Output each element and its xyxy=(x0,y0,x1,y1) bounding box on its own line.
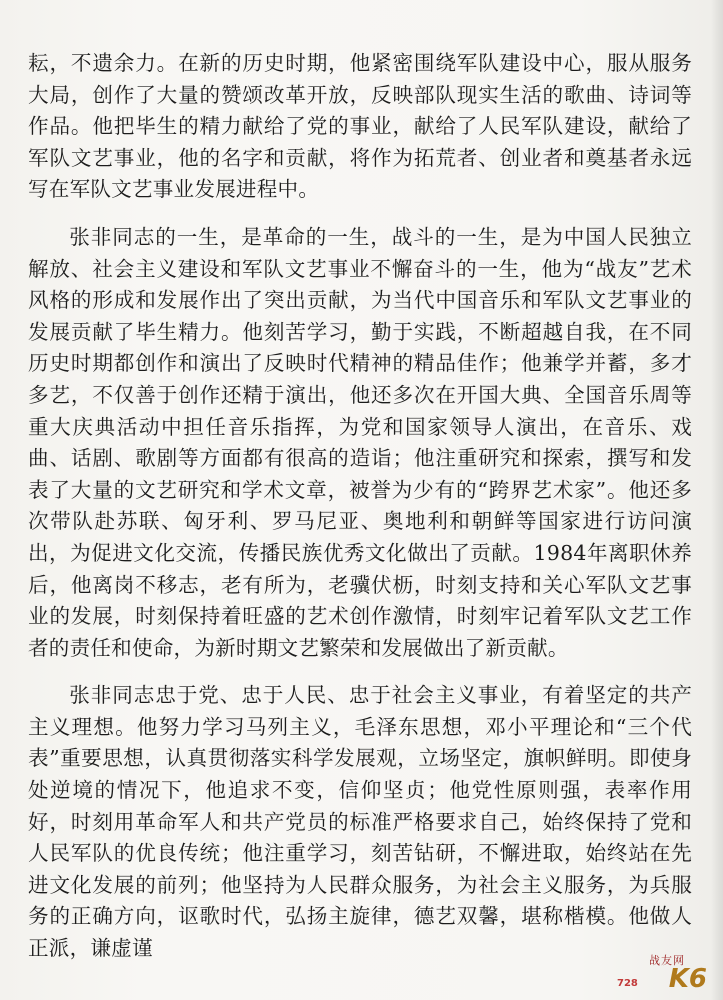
watermark-site-name: 战友网 xyxy=(649,954,685,967)
body-text xyxy=(28,48,692,965)
page-edge-shadow xyxy=(711,0,723,1000)
paragraph-1: 耘，不遗余力。在新的历史时期，他紧密围绕军队建设中心，服从服务大局，创作了大量的赞颂改革开放，反映部队现实生活的歌曲、诗词等作品。他把毕生的精力献给了党的事业，献给了人民军队建设，献给了军队文艺事业，他的名字和贡献，将作为拓荒者、创业者和奠基者永远写在军队文艺事业发展进程中。 xyxy=(28,51,692,202)
watermark-logo: K6 xyxy=(668,964,707,994)
watermark-logo-sub: 728 xyxy=(617,978,638,989)
paragraph-3: 张非同志忠于党、忠于人民、忠于社会主义事业，有着坚定的共产主义理想。他努力学习马列主义，毛泽东思想，邓小平理论和“三个代表”重要思想，认真贯彻落实科学发展观，立场坚定，旗帜鲜明。即使身处逆境的情况下，他追求不变，信仰坚贞；他党性原则强，表率作用好，时刻用革命军人和共产党员的标准严格要求自己，始终保持了党和人民军队的优良传统；他注重学习，刻苦钻研，不懈进取，始终站在先进文化发展的前列；他坚持为人民群众服务，为社会主义服务，为兵服务的正确方向，讴歌时代，弘扬主旋律，德艺双馨，堪称楷模。他做人正派，谦虚谨 xyxy=(28,683,692,961)
paragraph-2: 张非同志的一生，是革命的一生，战斗的一生，是为中国人民独立解放、社会主义建设和军队文艺事业不懈奋斗的一生，他为“战友”艺术风格的形成和发展作出了突出贡献，为当代中国音乐和军队文艺事业的发展贡献了毕生精力。他刻苦学习，勤于实践，不断超越自我，在不同历史时期都创作和演出了反映时代精神的精品佳作；他兼学并蓄，多才多艺，不仅善于创作还精于演出，他还多次在开国大典、全国音乐周等重大庆典活动中担任音乐指挥，为党和国家领导人演出，在音乐、戏曲、话剧、歌剧等方面都有很高的造诣；他注重研究和探索，撰写和发表了大量的文艺研究和学术文章，被誉为少有的“跨界艺术家”。他还多次带队赴苏联、匈牙利、罗马尼亚、奥地利和朝鲜等国家进行访问演出，为促进文化交流，传播民族优秀文化做出了贡献。1984年离职休养后，他离岗不移志，老有所为，老骥伏枥，时刻支持和关心军队文艺事业的发展，时刻保持着旺盛的艺术创作激情，时刻牢记着军队文艺工作者的责任和使命，为新时期文艺繁荣和发展做出了新贡献。 xyxy=(28,224,692,660)
site-watermark xyxy=(617,952,707,992)
